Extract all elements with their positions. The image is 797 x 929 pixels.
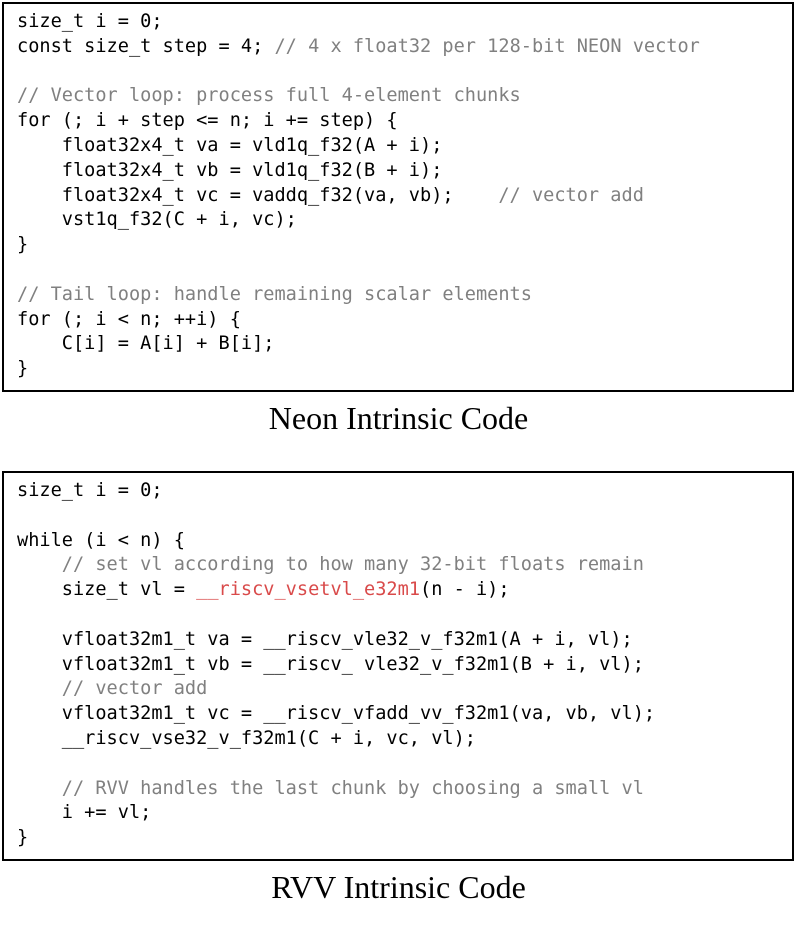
code-text: size_t i = 0;	[17, 480, 163, 501]
code-line	[17, 603, 792, 628]
code-line	[17, 134, 792, 159]
code-text	[17, 554, 62, 575]
code-text	[17, 778, 62, 799]
code-text: const size_t step = 4;	[17, 35, 275, 57]
code-text: vfloat32m1_t vc = __riscv_vfadd_vv_f32m1(va, vb, vl);	[17, 703, 656, 725]
code-text: }	[17, 358, 29, 380]
neon-code-box	[2, 2, 794, 392]
rvv-code-box	[2, 471, 794, 861]
code-line	[17, 702, 792, 727]
code-line	[17, 233, 792, 258]
code-line	[17, 653, 792, 678]
code-text: i += vl;	[17, 802, 152, 824]
code-line	[17, 35, 792, 60]
code-line	[17, 727, 792, 752]
neon-caption: Neon Intrinsic Code	[268, 400, 529, 436]
code-line	[17, 308, 792, 333]
code-line	[17, 60, 792, 85]
code-line	[17, 826, 792, 851]
code-line	[17, 479, 792, 504]
code-comment: // vector add	[61, 678, 208, 700]
code-comment: // set vl according to how many 32-bit floats remain	[61, 554, 644, 576]
code-line	[17, 504, 792, 529]
code-line	[17, 553, 792, 578]
code-text: float32x4_t vb = vld1q_f32(B + i);	[17, 159, 443, 181]
code-line	[17, 332, 792, 357]
code-comment: // Tail loop: handle remaining scalar elements	[17, 283, 532, 305]
code-line	[17, 258, 792, 283]
code-text: vst1q_f32(C + i, vc);	[17, 209, 297, 231]
code-text: float32x4_t vc = vaddq_f32(va, vb);	[17, 184, 499, 206]
code-text: for (; i < n; ++i) {	[17, 308, 241, 330]
code-line	[17, 777, 792, 802]
code-line	[17, 10, 792, 35]
code-text: for (; i + step <= n; i += step) {	[17, 110, 398, 132]
code-comment: // Vector loop: process full 4-element chunks	[17, 85, 521, 107]
code-line	[17, 283, 792, 308]
code-line	[17, 801, 792, 826]
code-text: float32x4_t va = vld1q_f32(A + i);	[17, 134, 443, 156]
highlighted-intrinsic: __riscv_vsetvl_e32m1	[196, 579, 421, 601]
code-text: C[i] = A[i] + B[i];	[17, 333, 275, 355]
code-text: vfloat32m1_t va = __riscv_vle32_v_f32m1(A + i, vl);	[17, 628, 633, 650]
code-comment: // 4 x float32 per 128-bit NEON vector	[274, 35, 700, 57]
code-comment: // RVV handles the last chunk by choosing a small vl	[61, 777, 644, 799]
code-comment: // vector add	[498, 184, 644, 206]
code-line	[17, 752, 792, 777]
code-line	[17, 357, 792, 382]
code-line	[17, 578, 792, 603]
code-text: vfloat32m1_t vb = __riscv_ vle32_v_f32m1(B + i, vl);	[17, 653, 644, 675]
code-line	[17, 208, 792, 233]
code-text: while (i < n) {	[17, 529, 185, 551]
code-text: size_t vl =	[17, 579, 197, 601]
rvv-caption: RVV Intrinsic Code	[271, 869, 526, 905]
code-line	[17, 628, 792, 653]
code-text: }	[17, 234, 29, 256]
code-text: (n - i);	[420, 579, 510, 601]
code-text: size_t i = 0;	[17, 11, 163, 32]
code-text	[17, 678, 62, 699]
code-text: __riscv_vse32_v_f32m1(C + i, vc, vl);	[17, 727, 476, 749]
code-line	[17, 84, 792, 109]
code-line	[17, 184, 792, 209]
code-line	[17, 109, 792, 134]
code-line	[17, 159, 792, 184]
code-text: }	[17, 827, 29, 849]
code-line	[17, 529, 792, 554]
code-line	[17, 677, 792, 702]
